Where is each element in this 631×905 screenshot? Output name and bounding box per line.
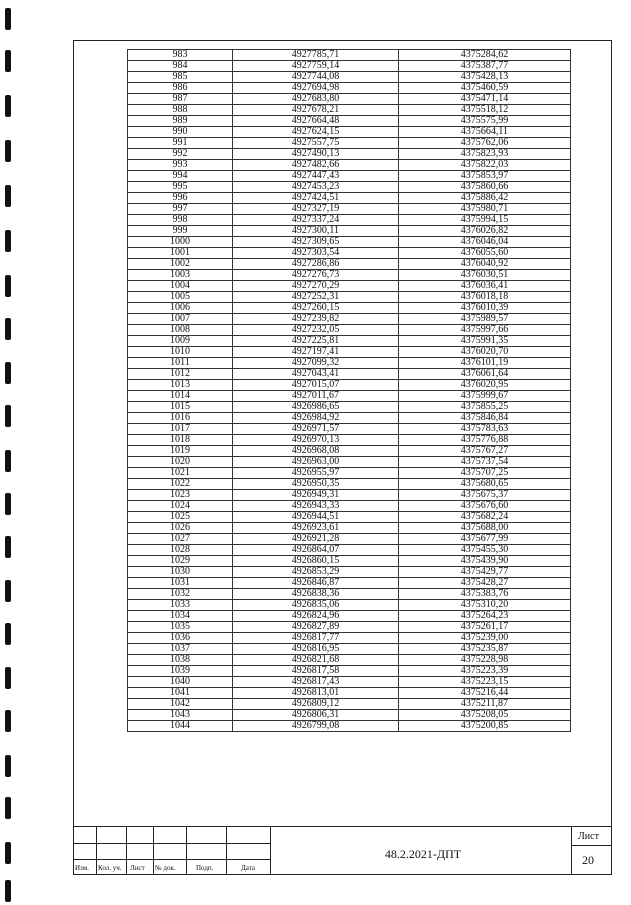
binding-hole (5, 185, 11, 207)
y-coordinate-cell: 4375767,27 (399, 446, 571, 457)
y-coordinate-cell: 4375677,99 (399, 534, 571, 545)
x-coordinate-cell: 4926986,65 (233, 402, 399, 413)
point-number-cell: 1044 (128, 721, 233, 732)
y-coordinate-cell: 4375264,23 (399, 611, 571, 622)
coordinates-table-body (128, 50, 571, 732)
binding-hole (5, 797, 11, 819)
y-coordinate-cell: 4375999,67 (399, 391, 571, 402)
binding-hole (5, 710, 11, 732)
point-number-cell: 1003 (128, 270, 233, 281)
point-number-cell: 989 (128, 116, 233, 127)
x-coordinate-cell: 4927744,08 (233, 72, 399, 83)
stamp-label-signature: Подп. (196, 864, 214, 872)
y-coordinate-cell: 4375675,37 (399, 490, 571, 501)
table-row (128, 292, 571, 303)
x-coordinate-cell: 4927694,98 (233, 83, 399, 94)
point-number-cell: 1022 (128, 479, 233, 490)
point-number-cell: 1014 (128, 391, 233, 402)
table-row (128, 281, 571, 292)
y-coordinate-cell: 4375216,44 (399, 688, 571, 699)
table-row (128, 182, 571, 193)
y-coordinate-cell: 4375853,97 (399, 171, 571, 182)
x-coordinate-cell: 4926860,15 (233, 556, 399, 567)
x-coordinate-cell: 4927270,29 (233, 281, 399, 292)
y-coordinate-cell: 4375200,85 (399, 721, 571, 732)
table-row (128, 545, 571, 556)
binding-hole (5, 580, 11, 602)
point-number-cell: 1001 (128, 248, 233, 259)
point-number-cell: 1020 (128, 457, 233, 468)
table-row (128, 336, 571, 347)
point-number-cell: 1028 (128, 545, 233, 556)
table-row (128, 457, 571, 468)
binding-hole (5, 275, 11, 297)
table-row (128, 347, 571, 358)
x-coordinate-cell: 4926838,36 (233, 589, 399, 600)
table-row (128, 655, 571, 666)
table-row (128, 468, 571, 479)
x-coordinate-cell: 4926853,29 (233, 567, 399, 578)
table-row (128, 193, 571, 204)
table-row (128, 83, 571, 94)
y-coordinate-cell: 4375428,27 (399, 578, 571, 589)
binding-hole (5, 450, 11, 472)
point-number-cell: 1007 (128, 314, 233, 325)
x-coordinate-cell: 4927225,81 (233, 336, 399, 347)
x-coordinate-cell: 4926799,08 (233, 721, 399, 732)
point-number-cell: 995 (128, 182, 233, 193)
table-row (128, 237, 571, 248)
y-coordinate-cell: 4375471,14 (399, 94, 571, 105)
point-number-cell: 1034 (128, 611, 233, 622)
table-row (128, 479, 571, 490)
table-row (128, 611, 571, 622)
table-row (128, 61, 571, 72)
y-coordinate-cell: 4375455,30 (399, 545, 571, 556)
x-coordinate-cell: 4926816,95 (233, 644, 399, 655)
binding-hole (5, 405, 11, 427)
y-coordinate-cell: 4375886,42 (399, 193, 571, 204)
x-coordinate-cell: 4926846,87 (233, 578, 399, 589)
y-coordinate-cell: 4375429,77 (399, 567, 571, 578)
table-row (128, 149, 571, 160)
x-coordinate-cell: 4927197,41 (233, 347, 399, 358)
y-coordinate-cell: 4375762,06 (399, 138, 571, 149)
table-row (128, 578, 571, 589)
x-coordinate-cell: 4926943,33 (233, 501, 399, 512)
point-number-cell: 1030 (128, 567, 233, 578)
point-number-cell: 1027 (128, 534, 233, 545)
x-coordinate-cell: 4927300,11 (233, 226, 399, 237)
y-coordinate-cell: 4375428,13 (399, 72, 571, 83)
table-row (128, 391, 571, 402)
y-coordinate-cell: 4375707,25 (399, 468, 571, 479)
table-row (128, 204, 571, 215)
point-number-cell: 985 (128, 72, 233, 83)
table-row (128, 50, 571, 61)
y-coordinate-cell: 4375310,20 (399, 600, 571, 611)
x-coordinate-cell: 4926944,51 (233, 512, 399, 523)
x-coordinate-cell: 4927260,15 (233, 303, 399, 314)
point-number-cell: 1024 (128, 501, 233, 512)
title-block-stamp (73, 826, 612, 875)
point-number-cell: 1012 (128, 369, 233, 380)
stamp-divider (73, 843, 270, 844)
y-coordinate-cell: 4375239,00 (399, 633, 571, 644)
point-number-cell: 1006 (128, 303, 233, 314)
binding-hole (5, 8, 11, 30)
y-coordinate-cell: 4375664,11 (399, 127, 571, 138)
x-coordinate-cell: 4927424,51 (233, 193, 399, 204)
table-row (128, 534, 571, 545)
table-row (128, 226, 571, 237)
point-number-cell: 1038 (128, 655, 233, 666)
point-number-cell: 987 (128, 94, 233, 105)
point-number-cell: 1032 (128, 589, 233, 600)
y-coordinate-cell: 4376020,70 (399, 347, 571, 358)
table-row (128, 127, 571, 138)
y-coordinate-cell: 4375676,60 (399, 501, 571, 512)
binding-hole (5, 50, 11, 72)
x-coordinate-cell: 4926970,13 (233, 435, 399, 446)
x-coordinate-cell: 4927043,41 (233, 369, 399, 380)
table-row (128, 523, 571, 534)
point-number-cell: 994 (128, 171, 233, 182)
y-coordinate-cell: 4375228,98 (399, 655, 571, 666)
x-coordinate-cell: 4926806,31 (233, 710, 399, 721)
x-coordinate-cell: 4927099,32 (233, 358, 399, 369)
point-number-cell: 1036 (128, 633, 233, 644)
binding-hole (5, 842, 11, 864)
x-coordinate-cell: 4927785,71 (233, 50, 399, 61)
table-row (128, 303, 571, 314)
point-number-cell: 996 (128, 193, 233, 204)
point-number-cell: 1004 (128, 281, 233, 292)
table-row (128, 72, 571, 83)
table-row (128, 314, 571, 325)
table-row (128, 160, 571, 171)
table-row (128, 688, 571, 699)
y-coordinate-cell: 4375822,03 (399, 160, 571, 171)
point-number-cell: 1035 (128, 622, 233, 633)
stamp-divider (226, 827, 227, 875)
point-number-cell: 1033 (128, 600, 233, 611)
binding-hole (5, 623, 11, 645)
stamp-divider (270, 827, 271, 875)
y-coordinate-cell: 4375846,84 (399, 413, 571, 424)
x-coordinate-cell: 4927490,13 (233, 149, 399, 160)
table-row (128, 138, 571, 149)
point-number-cell: 1031 (128, 578, 233, 589)
y-coordinate-cell: 4375776,88 (399, 435, 571, 446)
table-row (128, 380, 571, 391)
x-coordinate-cell: 4927303,54 (233, 248, 399, 259)
table-row (128, 556, 571, 567)
x-coordinate-cell: 4927683,80 (233, 94, 399, 105)
table-row (128, 259, 571, 270)
point-number-cell: 1008 (128, 325, 233, 336)
table-row (128, 600, 571, 611)
x-coordinate-cell: 4926923,61 (233, 523, 399, 534)
table-row (128, 589, 571, 600)
x-coordinate-cell: 4927011,67 (233, 391, 399, 402)
point-number-cell: 997 (128, 204, 233, 215)
table-row (128, 325, 571, 336)
table-row (128, 435, 571, 446)
stamp-label-count: Кол. уч. (98, 864, 122, 872)
point-number-cell: 986 (128, 83, 233, 94)
x-coordinate-cell: 4926955,97 (233, 468, 399, 479)
point-number-cell: 993 (128, 160, 233, 171)
point-number-cell: 983 (128, 50, 233, 61)
x-coordinate-cell: 4927482,66 (233, 160, 399, 171)
binding-hole (5, 318, 11, 340)
table-row (128, 215, 571, 226)
table-row (128, 369, 571, 380)
binding-hole (5, 95, 11, 117)
y-coordinate-cell: 4375994,15 (399, 215, 571, 226)
y-coordinate-cell: 4375997,66 (399, 325, 571, 336)
x-coordinate-cell: 4927239,82 (233, 314, 399, 325)
x-coordinate-cell: 4926921,28 (233, 534, 399, 545)
binding-hole (5, 140, 11, 162)
point-number-cell: 999 (128, 226, 233, 237)
x-coordinate-cell: 4926817,43 (233, 677, 399, 688)
table-row (128, 633, 571, 644)
table-row (128, 666, 571, 677)
stamp-divider (73, 859, 270, 860)
table-row (128, 699, 571, 710)
y-coordinate-cell: 4376026,82 (399, 226, 571, 237)
y-coordinate-cell: 4376010,39 (399, 303, 571, 314)
y-coordinate-cell: 4375737,54 (399, 457, 571, 468)
x-coordinate-cell: 4926949,31 (233, 490, 399, 501)
binding-hole (5, 536, 11, 558)
point-number-cell: 1039 (128, 666, 233, 677)
x-coordinate-cell: 4927664,48 (233, 116, 399, 127)
y-coordinate-cell: 4375855,25 (399, 402, 571, 413)
x-coordinate-cell: 4926817,58 (233, 666, 399, 677)
point-number-cell: 1026 (128, 523, 233, 534)
x-coordinate-cell: 4926813,01 (233, 688, 399, 699)
binding-hole (5, 493, 11, 515)
x-coordinate-cell: 4927337,24 (233, 215, 399, 226)
table-row (128, 413, 571, 424)
table-row (128, 402, 571, 413)
point-number-cell: 1018 (128, 435, 233, 446)
y-coordinate-cell: 4375688,00 (399, 523, 571, 534)
x-coordinate-cell: 4927232,05 (233, 325, 399, 336)
y-coordinate-cell: 4376046,04 (399, 237, 571, 248)
y-coordinate-cell: 4375235,87 (399, 644, 571, 655)
point-number-cell: 984 (128, 61, 233, 72)
y-coordinate-cell: 4376036,41 (399, 281, 571, 292)
y-coordinate-cell: 4375991,35 (399, 336, 571, 347)
point-number-cell: 1013 (128, 380, 233, 391)
coordinates-table (127, 49, 571, 732)
y-coordinate-cell: 4375261,17 (399, 622, 571, 633)
table-row (128, 248, 571, 259)
x-coordinate-cell: 4927759,14 (233, 61, 399, 72)
table-row (128, 171, 571, 182)
y-coordinate-cell: 4375823,93 (399, 149, 571, 160)
point-number-cell: 990 (128, 127, 233, 138)
stamp-divider (153, 827, 154, 875)
table-row (128, 446, 571, 457)
x-coordinate-cell: 4926835,06 (233, 600, 399, 611)
y-coordinate-cell: 4376061,64 (399, 369, 571, 380)
x-coordinate-cell: 4927557,75 (233, 138, 399, 149)
table-row (128, 358, 571, 369)
stamp-label-sheet: Лист (130, 864, 145, 872)
y-coordinate-cell: 4375980,71 (399, 204, 571, 215)
point-number-cell: 1029 (128, 556, 233, 567)
y-coordinate-cell: 4376030,51 (399, 270, 571, 281)
point-number-cell: 1021 (128, 468, 233, 479)
point-number-cell: 1019 (128, 446, 233, 457)
table-row (128, 677, 571, 688)
x-coordinate-cell: 4926963,00 (233, 457, 399, 468)
point-number-cell: 1023 (128, 490, 233, 501)
table-row (128, 644, 571, 655)
point-number-cell: 1005 (128, 292, 233, 303)
y-coordinate-cell: 4375783,63 (399, 424, 571, 435)
x-coordinate-cell: 4927453,23 (233, 182, 399, 193)
table-row (128, 116, 571, 127)
point-number-cell: 1025 (128, 512, 233, 523)
point-number-cell: 1009 (128, 336, 233, 347)
point-number-cell: 992 (128, 149, 233, 160)
y-coordinate-cell: 4375284,62 (399, 50, 571, 61)
y-coordinate-cell: 4375518,12 (399, 105, 571, 116)
y-coordinate-cell: 4376018,18 (399, 292, 571, 303)
table-row (128, 105, 571, 116)
stamp-label-doc-no: № док. (155, 864, 176, 872)
y-coordinate-cell: 4375575,99 (399, 116, 571, 127)
y-coordinate-cell: 4376040,92 (399, 259, 571, 270)
point-number-cell: 1016 (128, 413, 233, 424)
sheet-number: 20 (582, 853, 594, 867)
point-number-cell: 1037 (128, 644, 233, 655)
x-coordinate-cell: 4927447,43 (233, 171, 399, 182)
point-number-cell: 1011 (128, 358, 233, 369)
sheet-label: Лист (578, 831, 599, 842)
point-number-cell: 998 (128, 215, 233, 226)
point-number-cell: 1000 (128, 237, 233, 248)
x-coordinate-cell: 4926809,12 (233, 699, 399, 710)
binding-hole (5, 667, 11, 689)
x-coordinate-cell: 4926827,89 (233, 622, 399, 633)
table-row (128, 490, 571, 501)
y-coordinate-cell: 4375211,87 (399, 699, 571, 710)
point-number-cell: 1040 (128, 677, 233, 688)
x-coordinate-cell: 4927015,07 (233, 380, 399, 391)
y-coordinate-cell: 4375460,59 (399, 83, 571, 94)
point-number-cell: 1015 (128, 402, 233, 413)
y-coordinate-cell: 4375682,24 (399, 512, 571, 523)
y-coordinate-cell: 4375223,39 (399, 666, 571, 677)
stamp-divider (186, 827, 187, 875)
document-code: 48.2.2021-ДПТ (384, 847, 462, 861)
y-coordinate-cell: 4376055,60 (399, 248, 571, 259)
binding-hole (5, 755, 11, 777)
table-row (128, 567, 571, 578)
y-coordinate-cell: 4375223,15 (399, 677, 571, 688)
x-coordinate-cell: 4926821,68 (233, 655, 399, 666)
x-coordinate-cell: 4927309,65 (233, 237, 399, 248)
y-coordinate-cell: 4375680,65 (399, 479, 571, 490)
x-coordinate-cell: 4926864,07 (233, 545, 399, 556)
y-coordinate-cell: 4375989,57 (399, 314, 571, 325)
binding-hole (5, 880, 11, 902)
y-coordinate-cell: 4375383,76 (399, 589, 571, 600)
x-coordinate-cell: 4926824,96 (233, 611, 399, 622)
point-number-cell: 1002 (128, 259, 233, 270)
stamp-divider (571, 845, 612, 846)
table-row (128, 94, 571, 105)
y-coordinate-cell: 4376020,95 (399, 380, 571, 391)
x-coordinate-cell: 4927286,86 (233, 259, 399, 270)
y-coordinate-cell: 4376101,19 (399, 358, 571, 369)
table-row (128, 270, 571, 281)
point-number-cell: 1042 (128, 699, 233, 710)
x-coordinate-cell: 4926984,92 (233, 413, 399, 424)
x-coordinate-cell: 4927678,21 (233, 105, 399, 116)
binding-hole (5, 362, 11, 384)
table-row (128, 424, 571, 435)
x-coordinate-cell: 4926950,35 (233, 479, 399, 490)
point-number-cell: 988 (128, 105, 233, 116)
binding-hole (5, 230, 11, 252)
stamp-label-change: Изм. (75, 864, 89, 872)
y-coordinate-cell: 4375439,90 (399, 556, 571, 567)
table-row (128, 710, 571, 721)
stamp-divider (126, 827, 127, 875)
x-coordinate-cell: 4927327,19 (233, 204, 399, 215)
point-number-cell: 1017 (128, 424, 233, 435)
y-coordinate-cell: 4375208,05 (399, 710, 571, 721)
table-row (128, 512, 571, 523)
table-row (128, 501, 571, 512)
y-coordinate-cell: 4375387,77 (399, 61, 571, 72)
x-coordinate-cell: 4926971,57 (233, 424, 399, 435)
stamp-divider (96, 827, 97, 875)
point-number-cell: 1041 (128, 688, 233, 699)
x-coordinate-cell: 4927624,15 (233, 127, 399, 138)
point-number-cell: 1043 (128, 710, 233, 721)
x-coordinate-cell: 4927276,73 (233, 270, 399, 281)
x-coordinate-cell: 4927252,31 (233, 292, 399, 303)
table-row (128, 721, 571, 732)
point-number-cell: 991 (128, 138, 233, 149)
table-row (128, 622, 571, 633)
point-number-cell: 1010 (128, 347, 233, 358)
stamp-label-date: Дата (241, 864, 255, 872)
y-coordinate-cell: 4375860,66 (399, 182, 571, 193)
x-coordinate-cell: 4926817,77 (233, 633, 399, 644)
x-coordinate-cell: 4926968,08 (233, 446, 399, 457)
